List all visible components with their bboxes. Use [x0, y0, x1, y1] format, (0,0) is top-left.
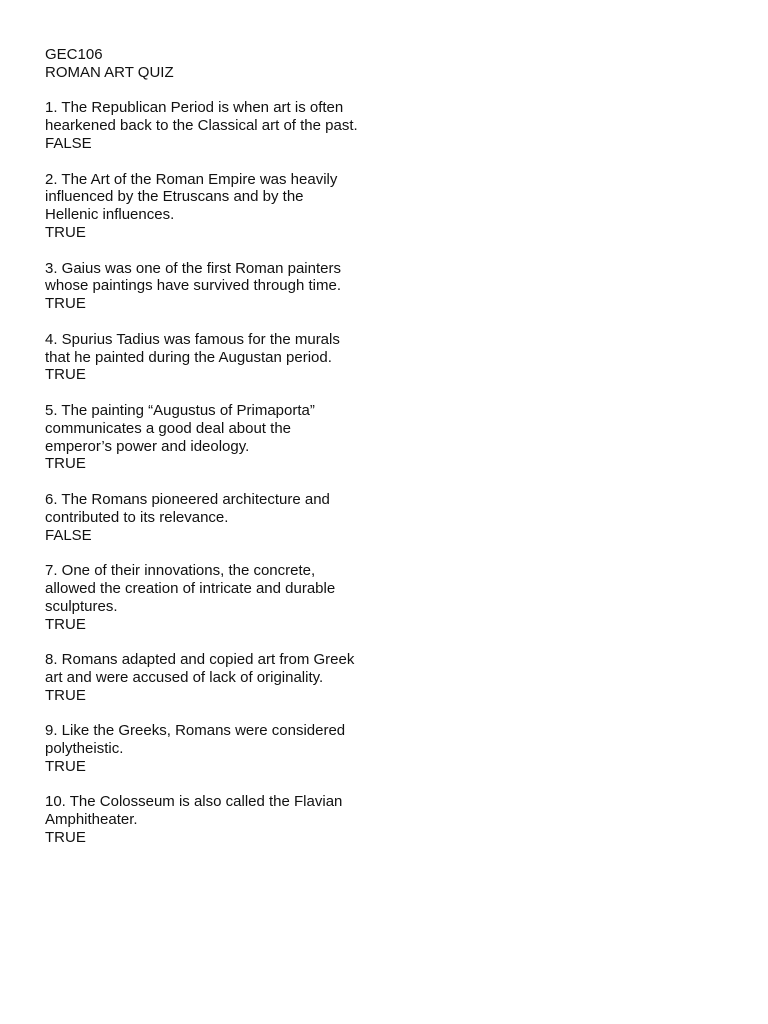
quiz-question-2 [45, 171, 375, 242]
quiz-question-5 [45, 402, 375, 473]
quiz-title: ROMAN ART QUIZ [45, 63, 174, 81]
question-text-line: influenced by the Etruscans and by the [45, 188, 304, 206]
question-text-line: hearkened back to the Classical art of the past. [45, 117, 358, 135]
question-text-line: 1. The Republican Period is when art is often [45, 99, 344, 117]
question-answer: FALSE [45, 526, 92, 544]
question-text-line: 4. Spurius Tadius was famous for the murals [45, 330, 340, 348]
quiz-question-3 [45, 260, 375, 313]
question-text-line: 7. One of their innovations, the concrete, [45, 562, 316, 580]
quiz-question-10 [45, 793, 375, 846]
question-text-line: 2. The Art of the Roman Empire was heavily [45, 170, 338, 188]
quiz-question-8 [45, 651, 375, 704]
question-answer: TRUE [45, 366, 86, 384]
question-answer: TRUE [45, 829, 86, 847]
question-text-line: whose paintings have survived through time. [45, 277, 342, 295]
question-text-line: allowed the creation of intricate and durable [45, 579, 336, 597]
course-code: GEC106 [45, 46, 103, 63]
question-answer: TRUE [45, 455, 86, 473]
question-answer: TRUE [45, 223, 86, 241]
quiz-question-4 [45, 331, 375, 384]
question-text-line: Amphitheater. [45, 811, 138, 829]
question-text-line: polytheistic. [45, 740, 124, 758]
quiz-question-9 [45, 722, 375, 775]
question-text-line: 5. The painting “Augustus of Primaporta” [45, 401, 315, 419]
question-text-line: that he painted during the Augustan period. [45, 348, 332, 366]
quiz-question-1 [45, 99, 375, 152]
question-text-line: 3. Gaius was one of the first Roman painters [45, 259, 341, 277]
question-text-line: sculptures. [45, 597, 118, 615]
question-text-line: art and were accused of lack of originality. [45, 668, 324, 686]
quiz-question-7 [45, 562, 375, 633]
quiz-question-6 [45, 491, 375, 544]
question-answer: FALSE [45, 134, 92, 152]
question-answer: TRUE [45, 686, 86, 704]
question-text-line: 8. Romans adapted and copied art from Greek [45, 651, 355, 669]
question-answer: TRUE [45, 615, 86, 633]
quiz-document [45, 46, 375, 847]
question-text-line: 9. Like the Greeks, Romans were considered [45, 722, 346, 740]
question-list [45, 99, 375, 846]
question-text-line: 10. The Colosseum is also called the Flavian [45, 793, 343, 811]
question-text-line: 6. The Romans pioneered architecture and [45, 490, 330, 508]
question-answer: TRUE [45, 295, 86, 313]
question-text-line: Hellenic influences. [45, 206, 175, 224]
question-text-line: contributed to its relevance. [45, 508, 229, 526]
question-answer: TRUE [45, 757, 86, 775]
question-text-line: emperor’s power and ideology. [45, 437, 250, 455]
question-text-line: communicates a good deal about the [45, 419, 291, 437]
